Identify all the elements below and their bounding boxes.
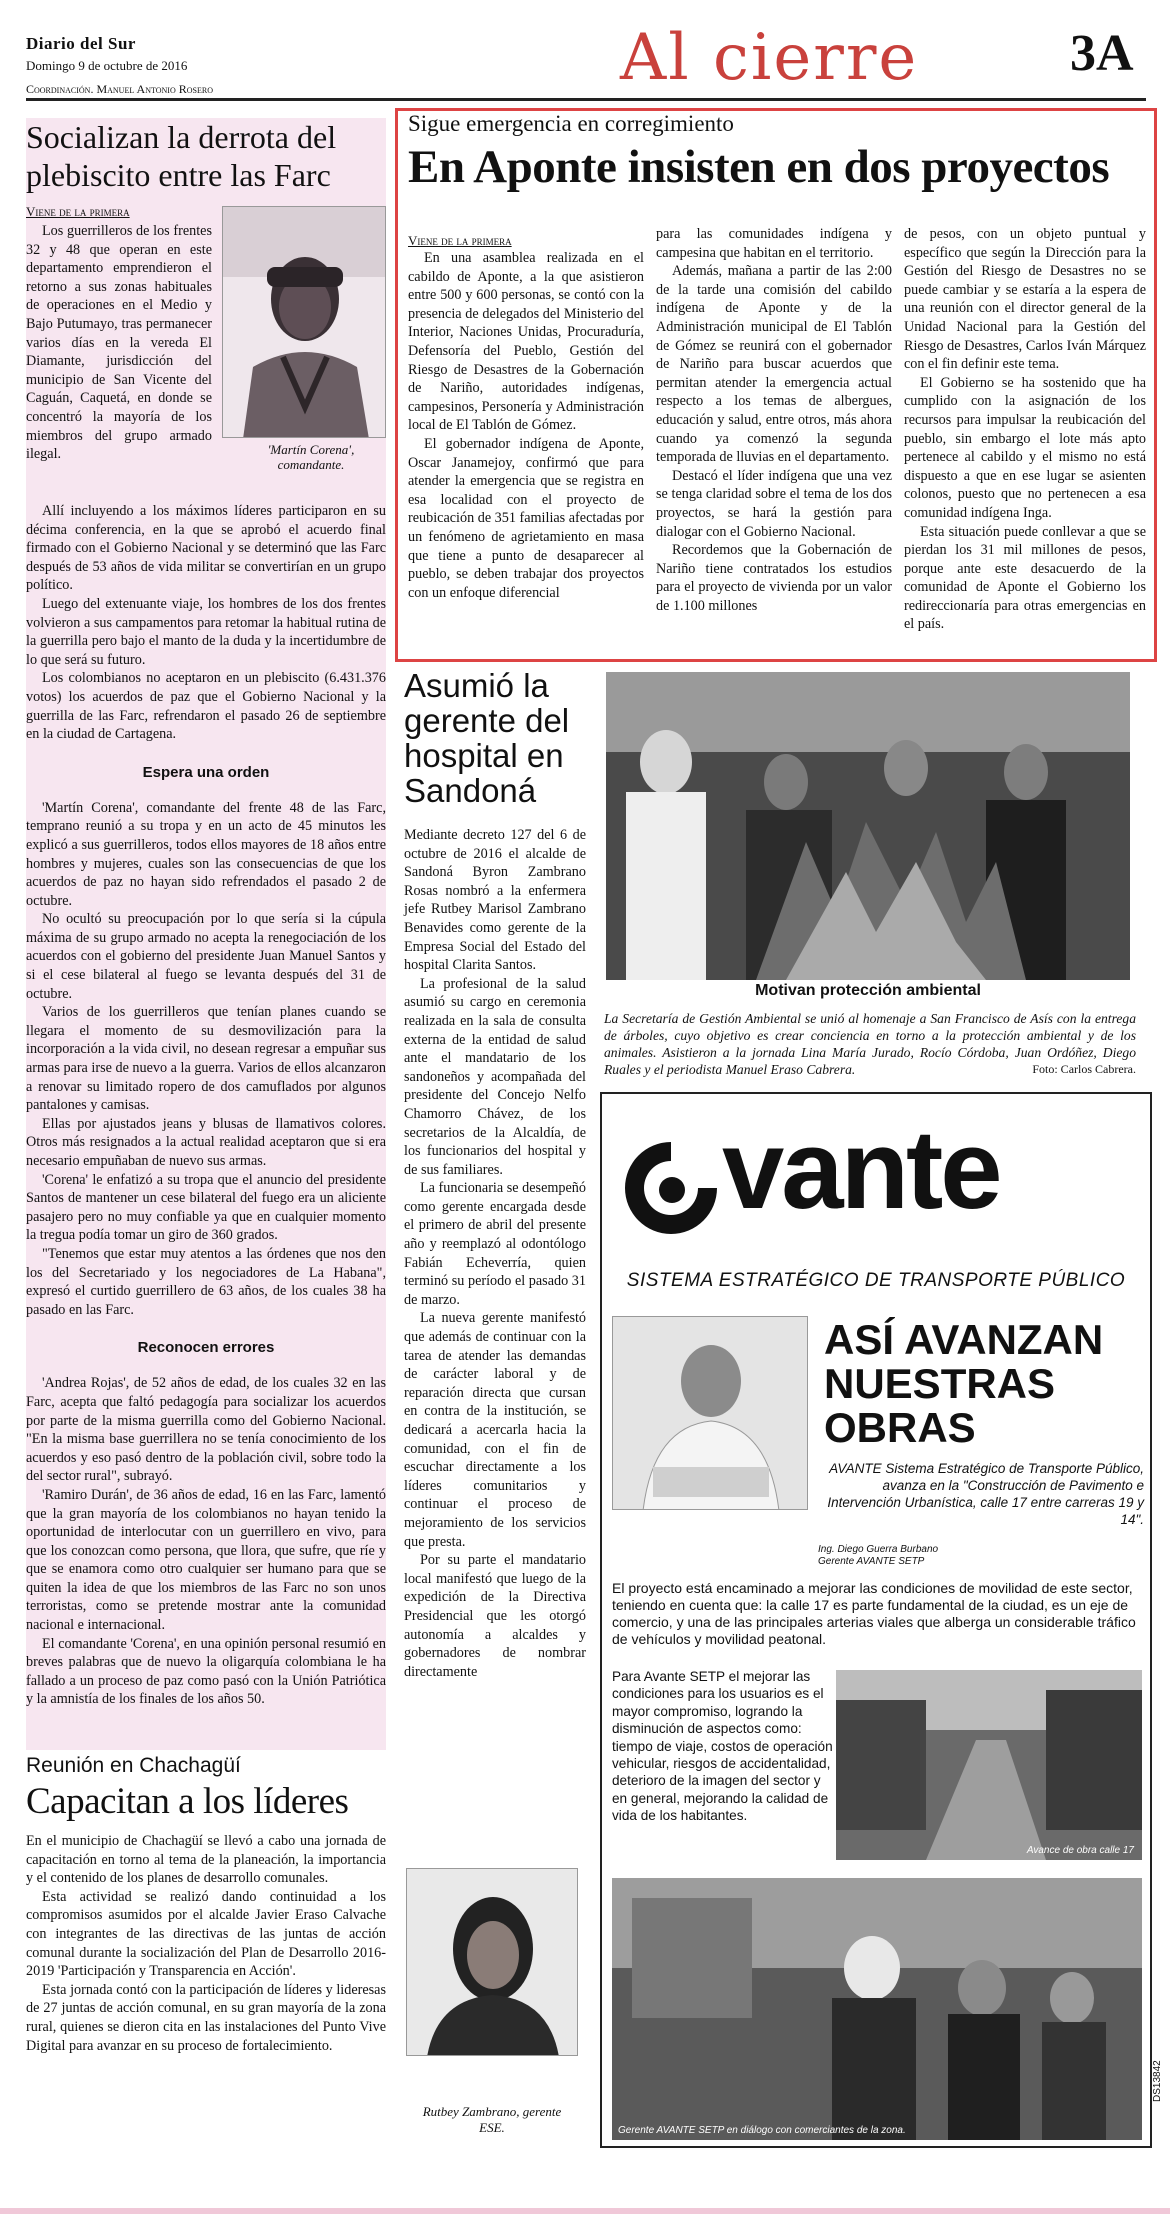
corena-portrait-image xyxy=(223,207,386,438)
ad-person-title: Gerente AVANTE SETP xyxy=(818,1556,925,1567)
ad-photo-street xyxy=(836,1670,1142,1860)
chachagui-article xyxy=(26,1754,386,2144)
aponte-paragraph: de pesos, con un objeto puntual y específico que según la Dirección para la Gestión del Riesgo de Desastres no se puede cambiar y se estaría a la espera de una reunión con el director general de la Unidad Nacional para la Gestión del Riesgo de Desastres, Carlos Iván Márquez con el fin definir este tema. xyxy=(904,226,1146,373)
hospital-paragraph: La profesional de la salud asumió su cargo en ceremonia realizada en la sala de consulta externa de la entidad de salud ante el mandatario de los sandoneños y acompañada del presidente del Concejo Nelfo Chamorro Chávez, de los secretarios de la Alcaldía, de los funcionarios del hospital y de sus familiares. xyxy=(404,975,586,1178)
ad-person-name: Ing. Diego Guerra Burbano xyxy=(818,1544,939,1555)
corena-caption: 'Martín Corena', comandante. xyxy=(267,442,355,472)
farc-body-1 xyxy=(26,502,386,744)
farc-article xyxy=(26,118,386,1750)
avante-advertisement xyxy=(600,1092,1152,2148)
ad-big-title-line: NUESTRAS xyxy=(824,1360,1056,1407)
farc-paragraph: 'Andrea Rojas', de 52 años de edad, de los cuales 32 en las Farc, acepta que faltó pedagogía para socializar los acuerdos por parte de la misma guerrilla como del Gobierno Nacional. "En la misma base guerrillera no se tenía conocimiento de los acuerdos y eso pasó dentro de la población civil, sobre todo la del sector rural", subrayó. xyxy=(26,1375,386,1485)
page-number: 3A xyxy=(1070,25,1134,82)
hospital-paragraph: Mediante decreto 127 del 6 de octubre de 2016 el alcalde de Sandoná Byron Zambrano Rosas nombró a la enfermera jefe Rutbey Marisol Zambrano Benavides como gerente de la Empresa Social del Estado del hospital Clarita Santos. xyxy=(404,827,586,974)
masthead-rule xyxy=(26,98,1146,101)
zambrano-portrait-image xyxy=(407,1869,578,2056)
page-bottom-bar xyxy=(0,2208,1170,2214)
aponte-paragraph: Destacó el líder indígena que una vez se tenga claridad sobre el tema de los dos proyectos, se hará la gestión para dialogar con el Gobierno Nacional. xyxy=(656,467,892,540)
ad-dialogue-image xyxy=(612,1878,1142,2140)
farc-paragraph: El comandante 'Corena', en una opinión personal resumió en breves palabras que de nuevo la oligarquía colombiana le ha fallado a un proceso de paz como pasó con la Unión Patriótica y la amnistía de los finales de los años 50. xyxy=(26,1635,386,1708)
newspaper-name: Diario del Sur xyxy=(26,34,136,53)
ad-street-image xyxy=(836,1670,1142,1860)
avante-swirl-icon xyxy=(616,1128,726,1248)
chachagui-paragraph: En el municipio de Chachagüí se llevó a cabo una jornada de capacitación en torno al tema de la planeación, la importancia y el contenido de los planes de desarrollo comunales. xyxy=(26,1833,386,1887)
ambiental-photo xyxy=(606,672,1130,980)
aponte-paragraph: El gobernador indígena de Aponte, Oscar Janamejoy, confirmó que para atender la emergencia que se registra en esa localidad con el proyecto de reubicación de 351 familias afectadas por un fenómeno de agrietamiento en masa que tiene a punto de desaparecer al pueblo, se deben trabajar dos proyectos con un enfoque diferencial xyxy=(408,435,644,601)
aponte-paragraph: para las comunidades indígena y campesina que habitan en el territorio. xyxy=(656,226,892,261)
farc-paragraph: 'Corena' le enfatizó a su tropa que el anuncio del presidente Santos de mantener un cese bilateral del fuego era un aliciente pasajero pero no muy confiable ya que en cualquier momento la tregua podía tomar un giro de 360 grados. xyxy=(26,1171,386,1244)
farc-paragraph: Los colombianos no aceptaron en un plebiscito (6.431.376 votos) los acuerdos de paz que el Gobierno Nacional y la guerrilla de las Farc, refrendaron el pasado 26 de septiembre en la ciudad de Cartagena. xyxy=(26,670,386,743)
ambiental-caption-text: La Secretaría de Gestión Ambiental se unió al homenaje a San Francisco de Asís con la entrega de árboles, cuyo objetivo es crear conciencia en torno a la protección ambiental y de los animales. Asistieron a la jornada Lina María Jurado, Rocío Córdoba, Juan Ordóñez, Diego Ruales y el periodista Manuel Eraso Cabrera. xyxy=(604,1011,1136,1077)
manager-photo-image xyxy=(613,1317,808,1510)
ad-code: DS13842 xyxy=(1152,2060,1163,2102)
farc-subhead-errores: Reconocen errores xyxy=(137,1339,275,1357)
ambiental-photo-image xyxy=(606,672,1130,980)
aponte-kicker: Sigue emergencia en corregimiento xyxy=(408,111,734,136)
hospital-headline: Asumió la gerente del hospital en Sandoná xyxy=(404,667,570,809)
aponte-paragraph: El Gobierno se ha sostenido que ha cumplido con la asignación de los recursos para impulsar la reubicación del pueblo, sin embargo el lote más apto pertenece al cabildo y el mismo no está dispuesto a que en ese lugar se asienten colonos, puesto que no pertenecen a esa comunidad indígena Inga. xyxy=(904,374,1146,521)
aponte-paragraph: Recordemos que la Gobernación de Nariño tiene contratados los estudios para el proyecto de vivienda por un valor de 1.100 millones xyxy=(656,542,892,614)
hospital-paragraph: La nueva gerente manifestó que además de continuar con la tarea de atender las demandas de carácter laboral y de reparación directa que cursan en contra de la institución, se dedicará a acercarla hacia la comunidad, con el fin de escuchar directamente a los líderes comunitarios y continuar el proceso de mejoramiento de los servicios que presta. xyxy=(404,1310,586,1550)
ambiental-caption xyxy=(604,1010,1136,1078)
farc-subhead-espera: Espera una orden xyxy=(142,763,270,781)
farc-kicker: Viene de la primera xyxy=(26,204,130,219)
farc-lead: Los guerrilleros de los frentes 32 y 48 que operan en este departamento emprendieron el retorno a sus zonas habituales de operaciones en el Medio y Bajo Putumayo, tras permanecer varios días en la vereda El Diamante, jurisdicción del municipio de San Vicente del Caguán, Caquetá, en donde se concentró la mayoría de los miembros del grupo armado ilegal. xyxy=(26,223,212,463)
coordination-credit: Coordinación. Manuel Antonio Rosero xyxy=(26,82,213,96)
aponte-viene: Viene de la primera xyxy=(408,233,512,248)
chachagui-headline: Capacitan a los líderes xyxy=(26,1781,349,1822)
issue-date: Domingo 9 de octubre de 2016 xyxy=(26,58,188,73)
avante-tagline: SISTEMA ESTRATÉGICO DE TRANSPORTE PÚBLICO xyxy=(626,1270,1126,1291)
chachagui-kicker: Reunión en Chachagüí xyxy=(26,1754,241,1777)
farc-paragraph: Varios de los guerrilleros que tenían planes cuando se llegara el momento de su desmovilización para la incorporación a la vida civil, no desean regresar a empuñar sus armas para irse de nuevo a la guerra. Varios de ellos alcanzaron a renovar su limitado ropero de dos camuflados por algunos pantalones y camisas. xyxy=(26,1004,386,1114)
chachagui-paragraph: Esta jornada contó con la participación de líderes y lideresas de 27 juntas de acción comunal, en su gran mayoría de la zona rural, quienes se dieron cita en las instalaciones del Punto Vive Digital para avanzar en su proceso de fortalecimiento. xyxy=(26,1981,386,2054)
ad-person xyxy=(818,1544,1058,1568)
aponte-article xyxy=(395,108,1157,662)
manager-photo xyxy=(612,1316,808,1510)
farc-paragraph: 'Martín Corena', comandante del frente 48 de las Farc, temprano reunió a su tropa y en un acto de 45 minutos les explicó a sus guerrilleros, todos ellos mayores de 18 años entre hombres y mujeres, cuales son las consecuencias de que los acuerdos de paz no hayan sido refrendados el pasado 2 de octubre. xyxy=(26,799,386,909)
ad-photo-dialogue xyxy=(612,1878,1142,2140)
chachagui-paragraph: Esta actividad se realizó dando continuidad a los compromisos asumidos por el alcalde Javier Eraso Calvache con integrantes de las directivas de las juntas de acción comunal durante la socialización del Plan de Desarrollo 2016-2019 'Participación y Transparencia en Acción'. xyxy=(26,1888,386,1980)
farc-body-2 xyxy=(26,799,386,1320)
ad-body-2: Para Avante SETP el mejorar las condiciones para los usuarios es el mayor compromiso, logrando la disminución de aspectos como: tiempo de viaje, costos de operación vehicular, riesgos de accidentalidad, deterioro de la imagen del sector y en general, mejorando la calidad de vida de los habitantes. xyxy=(612,1669,833,1824)
section-title: Al cierre xyxy=(620,21,919,95)
ad-photo-street-caption: Avance de obra calle 17 xyxy=(1026,1845,1134,1856)
zambrano-caption: Rutbey Zambrano, gerente ESE. xyxy=(422,2104,562,2135)
hospital-body xyxy=(404,826,586,1681)
aponte-paragraph: Esta situación puede conllevar a que se pierdan los 31 mil millones de pesos, porque ante este desacuerdo de la comunidad de Aponte el Gobierno los redireccionaría para otras emergencias en el país. xyxy=(904,523,1146,633)
farc-paragraph: Ellas por ajustados jeans y blusas de llamativos colores. Otros más resignados a la actual realidad aceptaron que si era necesario empuñaban de nuevo sus armas. xyxy=(26,1115,386,1169)
ad-photo-dialogue-caption: Gerente AVANTE SETP en diálogo con comerciantes de la zona. xyxy=(618,2125,906,2136)
farc-paragraph: 'Ramiro Durán', de 36 años de edad, 16 en las Farc, lamentó que la gran mayoría de los colombianos no hayan tenido la oportunidad de interlocutar con un guerrillero en vivo, para que los conozcan como persona, que llora, que sufre, que ríe y que se enamora como otro cualquier ser humano para que se quiten la idea de que los miembros de las Farc no son unos terroristas, como se pretende mostrar ante la comunidad nacional e internacional. xyxy=(26,1486,386,1634)
corena-photo xyxy=(222,206,386,438)
aponte-col-1 xyxy=(408,233,644,602)
chachagui-body xyxy=(26,1832,386,2055)
ad-body-1: El proyecto está encaminado a mejorar las condiciones de movilidad de este sector, teniendo en cuenta que: la calle 17 es parte fundamental de la ciudad, es un eje de comercio, y una de las principales arterias viales que alberga un considerable tráfico de vehículos y movilidad peatonal. xyxy=(612,1580,1136,1647)
ad-intro: AVANTE Sistema Estratégico de Transporte Público, avanza en la "Construcción de Pavimento e Intervención Urbanística, calle 17 entre carreras 19 y 14". xyxy=(827,1461,1144,1527)
hospital-paragraph: Por su parte el mandatario local manifestó que luego de la expedición de la Directiva Presidencial que les otorgó autonomía a alcaldes y gobernadores de nombrar directamente xyxy=(404,1552,586,1680)
ad-big-title-line: ASÍ AVANZAN xyxy=(824,1316,1104,1363)
farc-paragraph: "Tenemos que estar muy atentos a las órdenes que nos den los del Secretariado y los negociadores de La Habana", expresó el curtido guerrillero de 63 años, de los cuales 38 ha pasado en las Farc. xyxy=(26,1245,386,1318)
avante-logo xyxy=(616,1107,1136,1248)
aponte-col-2 xyxy=(656,225,892,615)
ambiental-credit: Foto: Carlos Cabrera. xyxy=(1032,1062,1136,1076)
farc-body-3 xyxy=(26,1374,386,1709)
aponte-paragraph: En una asamblea realizada en el cabildo de Aponte, a la que asistieron entre 500 y 600 personas, se contó con la presencia de delegados del Ministerio del Interior, Naciones Unidas, Procuraduría, Defensoría del Pueblo, Gestión del Riesgo de Desastres de la Gobernación de Nariño, autoridades indígenas, campesinos, Personería y Administración local de El Tablón de Gómez. xyxy=(408,250,644,434)
ambiental-title: Motivan protección ambiental xyxy=(755,982,981,999)
farc-paragraph: Allí incluyendo a los máximos líderes participaron en su décima conferencia, en la que se aprobó el acuerdo final firmado con el Gobierno Nacional y se determinó que las Farc después de 53 años de vida militar se convertirían en un grupo político. xyxy=(26,503,386,594)
farc-headline: Socializan la derrota del plebiscito entre las Farc xyxy=(26,119,337,193)
hospital-paragraph: La funcionaria se desempeñó como gerente encargada desde el primero de abril del presente año y reemplazó al odontólogo Fabián Echeverría, quien terminó su período el pasado 31 de marzo. xyxy=(404,1180,586,1308)
avante-brand: vante xyxy=(722,1107,1000,1232)
ad-big-title-line: OBRAS xyxy=(824,1404,976,1451)
zambrano-photo xyxy=(406,1868,578,2056)
aponte-col-3 xyxy=(904,225,1146,634)
aponte-headline: En Aponte insisten en dos proyectos xyxy=(408,141,1110,193)
aponte-paragraph: Además, mañana a partir de las 2:00 de la tarde una comisión del cabildo indígena de Aponte y de la Administración municipal de El Tablón de Gómez se reunirá con el gobernador de Nariño para buscar acuerdos que permitan atender la emergencia actual respecto a los temas de albergues, educación y salud, entre otros, más ahora cuando ya comenzó la segunda temporada de lluvias en el departamento. xyxy=(656,263,892,466)
aponte-col-1-body xyxy=(408,249,644,602)
farc-paragraph: Luego del extenuante viaje, los hombres de los dos frentes volvieron a sus campamentos para retomar la habitual rutina de la guerrilla pero bajo el manto de la duda y la incertidumbre de lo que será su futuro. xyxy=(26,595,386,668)
ad-big-title xyxy=(824,1318,1144,1450)
farc-paragraph: No ocultó su preocupación por lo que sería si la cúpula máxima de su grupo armado no acepta la renegociación de los acuerdos con el gobierno del presidente Juan Manuel Santos y si el cese bilateral al fuego se levanta después del 31 de octubre. xyxy=(26,911,386,1002)
